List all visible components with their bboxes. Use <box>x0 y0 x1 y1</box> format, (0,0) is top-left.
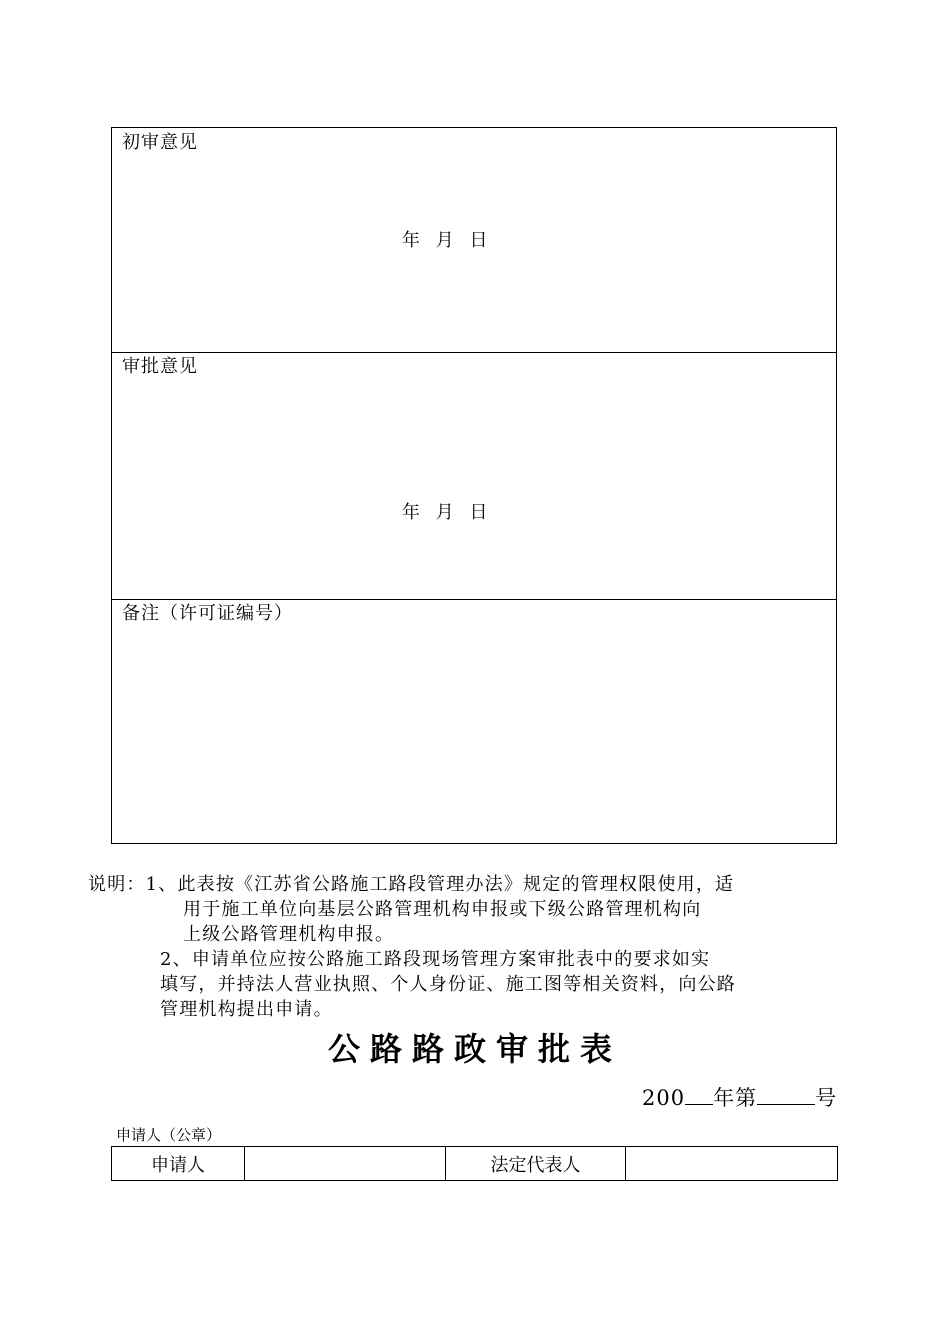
approval-section <box>111 352 837 600</box>
applicant-label-cell: 申请人 <box>112 1147 245 1181</box>
remarks-section <box>111 599 837 844</box>
instruction-line: 2、申请单位应按公路施工路段现场管理方案审批表中的要求如实 <box>160 949 711 970</box>
form-title: 公路路政审批表 <box>327 1030 622 1068</box>
initial-review-section <box>111 127 837 353</box>
year-mid-text: 年第 <box>713 1086 758 1110</box>
number-suffix: 号 <box>815 1086 838 1110</box>
approval-label: 审批意见 <box>122 356 198 377</box>
document-number <box>642 1082 837 1112</box>
instruction-line: 说明：1、此表按《江苏省公路施工路段管理办法》规定的管理权限使用，适 <box>88 874 735 895</box>
year-prefix: 200 <box>642 1086 686 1110</box>
applicant-value-cell[interactable] <box>245 1147 446 1181</box>
legal-rep-value-cell[interactable] <box>626 1147 838 1181</box>
initial-review-label: 初审意见 <box>122 132 198 153</box>
applicant-seal-caption: 申请人（公章） <box>116 1126 222 1144</box>
instruction-line: 上级公路管理机构申报。 <box>183 924 395 945</box>
number-blank[interactable] <box>757 1086 815 1105</box>
year-blank[interactable] <box>685 1086 713 1105</box>
legal-rep-label-cell: 法定代表人 <box>446 1147 626 1181</box>
initial-review-date: 年 月 日 <box>402 230 489 251</box>
instruction-line: 管理机构提出申请。 <box>160 999 333 1020</box>
instruction-line: 用于施工单位向基层公路管理机构申报或下级公路管理机构向 <box>183 899 702 920</box>
approval-date: 年 月 日 <box>402 502 489 523</box>
applicant-table <box>111 1146 838 1181</box>
remarks-label: 备注（许可证编号） <box>122 603 293 624</box>
instruction-line: 填写，并持法人营业执照、个人身份证、施工图等相关资料，向公路 <box>160 974 736 995</box>
